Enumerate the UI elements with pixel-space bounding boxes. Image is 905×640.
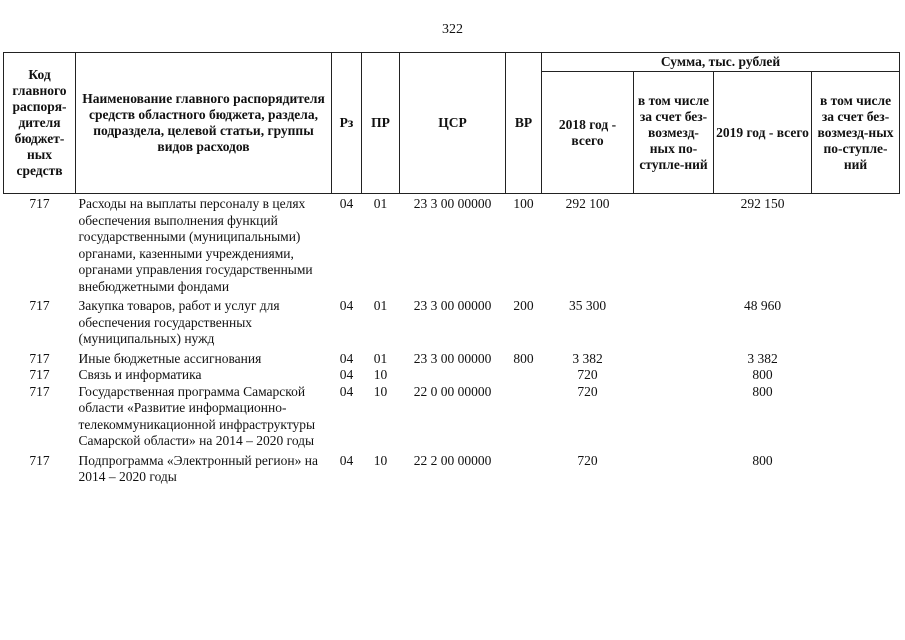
cell-code: 717 [29,383,50,399]
cell-2018-total: 35 300 [568,298,607,313]
page-number: 322 [442,22,463,37]
cell-2019-gratuitous [812,348,900,368]
cell-2019-gratuitous [812,384,900,450]
cell-2018-gratuitous [634,450,714,486]
cell-2018-total: 720 [577,452,598,468]
cell-name: Расходы на выплаты персоналу в целях обеспечения выполнения функций государственными (муниципальными) органами, казенными учреждениями, органами управления государственными внебюджетными фондами [78,196,313,294]
cell-csr [400,367,506,384]
cell-2019-total: 800 [752,383,773,399]
cell-pr: 01 [373,196,388,211]
cell-2018-gratuitous [634,367,714,384]
header-2018-total: 2018 год - всего [542,72,634,194]
header-vr: ВР [506,53,542,194]
cell-name: Закупка товаров, работ и услуг для обеспечения государственных (муниципальных) нужд [78,298,280,346]
cell-csr: 22 2 00 00000 [413,452,492,468]
cell-2018-total: 720 [577,367,598,382]
cell-code: 717 [29,367,50,382]
cell-2018-total: 720 [577,383,598,399]
cell-vr [506,367,542,384]
cell-pr: 10 [373,452,388,468]
cell-2018-gratuitous [634,194,714,296]
cell-vr [506,384,542,450]
cell-2019-gratuitous [812,367,900,384]
cell-name: Государственная программа Самарской области «Развитие информационно-телекоммуникационной инфраструктуры Самарской области» на 2014 – 2020 годы [78,383,316,448]
cell-vr: 100 [513,196,534,211]
cell-rz: 04 [339,452,354,468]
cell-2019-total: 800 [752,452,773,468]
cell-csr: 23 3 00 00000 [413,298,492,313]
cell-2018-gratuitous [634,348,714,368]
cell-rz: 04 [339,383,354,399]
table-row [4,194,900,296]
table-body [4,194,900,486]
table-header [4,53,900,194]
table-row [4,450,900,486]
cell-name: Подпрограмма «Электронный регион» на 2014 – 2020 годы [78,452,318,484]
cell-rz: 04 [339,298,354,313]
budget-table [3,52,900,486]
table-row [4,384,900,450]
table-row [4,295,900,348]
cell-2019-gratuitous [812,450,900,486]
cell-code: 717 [29,452,50,468]
cell-2018-gratuitous [634,384,714,450]
cell-code: 717 [29,298,50,313]
cell-csr: 23 3 00 00000 [413,350,492,366]
header-name: Наименование главного распорядителя средств областного бюджета, раздела, подраздела, целевой статьи, группы видов расходов [76,53,332,194]
table-row [4,348,900,368]
header-2019-total: 2019 год - всего [714,72,812,194]
cell-rz: 04 [339,367,354,382]
cell-vr: 200 [513,298,534,313]
cell-rz: 04 [339,350,354,366]
cell-rz: 04 [339,196,354,211]
cell-vr: 800 [513,350,534,366]
cell-2019-total: 292 150 [740,196,785,211]
cell-2018-total: 292 100 [565,196,610,211]
header-rz: Рз [332,53,362,194]
cell-name: Связь и информатика [78,367,202,382]
cell-2019-gratuitous [812,194,900,296]
cell-2019-gratuitous [812,295,900,348]
cell-name: Иные бюджетные ассигнования [78,350,262,366]
header-2019-gratuitous: в том числе за счет без-возмезд-ных по-ступле-ний [812,72,900,194]
header-csr: ЦСР [400,53,506,194]
cell-code: 717 [29,350,50,366]
cell-pr: 01 [373,298,388,313]
cell-2018-total: 3 382 [572,350,603,366]
cell-csr: 23 3 00 00000 [413,196,492,211]
cell-2018-gratuitous [634,295,714,348]
cell-csr: 22 0 00 00000 [413,383,492,399]
cell-2019-total: 48 960 [743,298,782,313]
header-code: Код главного распоря-дителя бюджет-ных средств [4,53,76,194]
cell-2019-total: 3 382 [747,350,778,366]
cell-pr: 10 [373,367,388,382]
header-pr: ПР [362,53,400,194]
header-sum-group: Сумма, тыс. рублей [542,53,900,72]
cell-2019-total: 800 [752,367,773,382]
cell-pr: 01 [373,350,388,366]
table-row [4,367,900,384]
cell-pr: 10 [373,383,388,399]
cell-vr [506,450,542,486]
header-2018-gratuitous: в том числе за счет без-возмезд-ных по-ступле-ний [634,72,714,194]
cell-code: 717 [29,196,50,211]
